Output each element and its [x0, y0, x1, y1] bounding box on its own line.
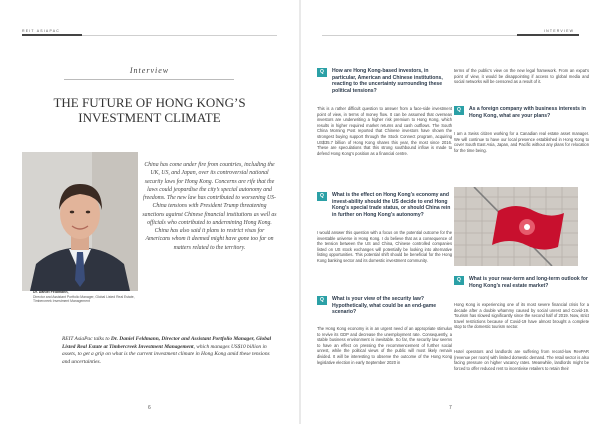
- answer-text: The Hong Kong economy is in an urgent need of an appropriate stimulus to revive its GDP and decrease the unemployment rate. Consequently, a stable business environment is inevitable. So far, the security law seems to have an effect on pressing the recommencement of further social unrest, while the political views of the public will most likely remain divided. It will be interesting to observe the outcome of the Hong Kong legislative election in early September 2020 in: [317, 326, 452, 365]
- left-page: [0, 0, 299, 424]
- header-rule-dark: [517, 34, 579, 36]
- question-icon: Q: [317, 68, 327, 77]
- page-title: [22, 95, 277, 125]
- page-number-left: 6: [148, 405, 151, 411]
- page-number-right: 7: [449, 405, 452, 411]
- intro-text: REIT AsiaPac talks to: [62, 336, 111, 342]
- answer-text: I would answer this question with a focus on the potential outcome for the investable universe in Hong Kong. I do believe that as a consequence of the tension between the US and China, Chinese controlled companies listed on US stock exchanges will potentially be looking into alternative listing opportunities. This potential shift should be beneficial for the Hong Kong banking sector and its domestic investment community.: [317, 230, 452, 263]
- flag-photo: [454, 187, 578, 266]
- question-icon: Q: [317, 296, 327, 305]
- question-text: How are Hong Kong-based investors, in particular, American and Chinese institutions, reacting to the uncertainty surrounding these political tensions?: [332, 68, 443, 94]
- question-text: What is your near-term and long-term outlook for Hong Kong’s real estate market?: [469, 276, 588, 289]
- intro-bold: Dr. Daniel Feldmann, Director and Assistant Portfolio Manager, Global Listed Real Estate at Timbercreek Investment Management: [62, 336, 272, 350]
- header-rule: [82, 35, 277, 36]
- header-rule: [322, 35, 517, 36]
- answer-text: This is a rather difficult question to answer from a face-side investment point of view, in terms of money flow. It can be assumed that overseas investors are underwriting a higher risk premium to Hong Kong, which results in higher required market returns and cash outflows. The South China Morning Post reported that Chinese investors have shown the strongest buying support through the Stock Connect program, acquiring US$35.7 billion of Hong Kong shares this year, the most since 2016. These are speculations that this strong southbound inflow is made to defend Hong Kong’s position as a financial centre.: [317, 106, 452, 156]
- question-text: What is the effect on Hong Kong’s economy and invest-ability should the US decide to end Hong Kong’s special trade status, or should China rein in further on Hong Kong’s autonomy?: [332, 192, 451, 218]
- pull-quote: China has come under fire from countries, including the UK, US, and Japan, over its controversial national security laws for Hong Kong. Concerns are rife that the laws could jeopardise the city’s special autonomy and freedoms. The new law has contributed to worsening US-China tensions with President Trump threatening sanctions against Chinese financial institutions as well as officials who contributed to undermining Hong Kong. China has also said it plans to restrict visas for Americans whom it deemed might have gone too far on matters related to the territory.: [142, 162, 277, 251]
- answer-text: Hong Kong is experiencing one of its most severe financial crisis for a decade after a double whammy caused by social unrest and Covid-19. Tourism has slowed significantly since the second half of 2019. Now, strict travel restrictions because of Covid-19 have almost brought a complete stop to the domestic tourism sector.: [454, 302, 589, 330]
- answer-text: Hotel operators and landlords are suffering from record-low RevPAR (revenue per room) with limited domestic demand. The retail sector is also facing pressure on higher vacancy rates. Meanwhile, landlords might be forced to offer reduced rent to incentivise retailers to retain their: [454, 349, 589, 371]
- question-text: As a foreign company with business interests in Hong Kong, what are your plans?: [469, 106, 586, 119]
- question-icon: Q: [317, 192, 327, 201]
- question-icon: Q: [454, 276, 464, 285]
- intro-text: , which manages US$10 billion in assets, to get a grip on what is the current investment climate in Hong Kong amid these tensions and uncertainties.: [62, 343, 270, 365]
- hong-kong-flag-illustration: [454, 187, 578, 266]
- title-line: INVESTMENT CLIMATE: [78, 110, 221, 125]
- question-icon: Q: [454, 106, 464, 115]
- running-head-right: INTERVIEW: [544, 29, 575, 33]
- intro-paragraph: [62, 336, 272, 366]
- photo-caption-name: Dr. Daniel Feldmann,: [33, 290, 69, 294]
- title-line: THE FUTURE OF HONG KONG’S: [53, 95, 246, 110]
- kicker: Interview: [129, 66, 170, 75]
- question-text: What is your view of the security law? Hypothetically, what could be an end-game scenario?: [332, 296, 437, 316]
- kicker-rule: [64, 79, 234, 80]
- photo-caption-role: Director and Assistant Portfolio Manager, Global Listed Real Estate, Timbercreek Investment Management: [33, 295, 135, 304]
- running-head-left: REIT ASIAPAC: [22, 29, 61, 33]
- header-rule-dark: [22, 34, 82, 36]
- portrait-photo: [22, 152, 138, 291]
- portrait-illustration: [22, 152, 138, 291]
- answer-text: terms of the public’s view on the new legal framework. From an expat’s point of view, it would be disappointing if access to global media and social networks will be censored as a result of it.: [454, 68, 589, 85]
- answer-text: I am a Swiss citizen working for a Canadian real estate asset manager. We will continue to have our local presence established in Hong Kong to cover South East Asia, Japan, and Pacific without any plans for relocation for the time being.: [454, 131, 589, 153]
